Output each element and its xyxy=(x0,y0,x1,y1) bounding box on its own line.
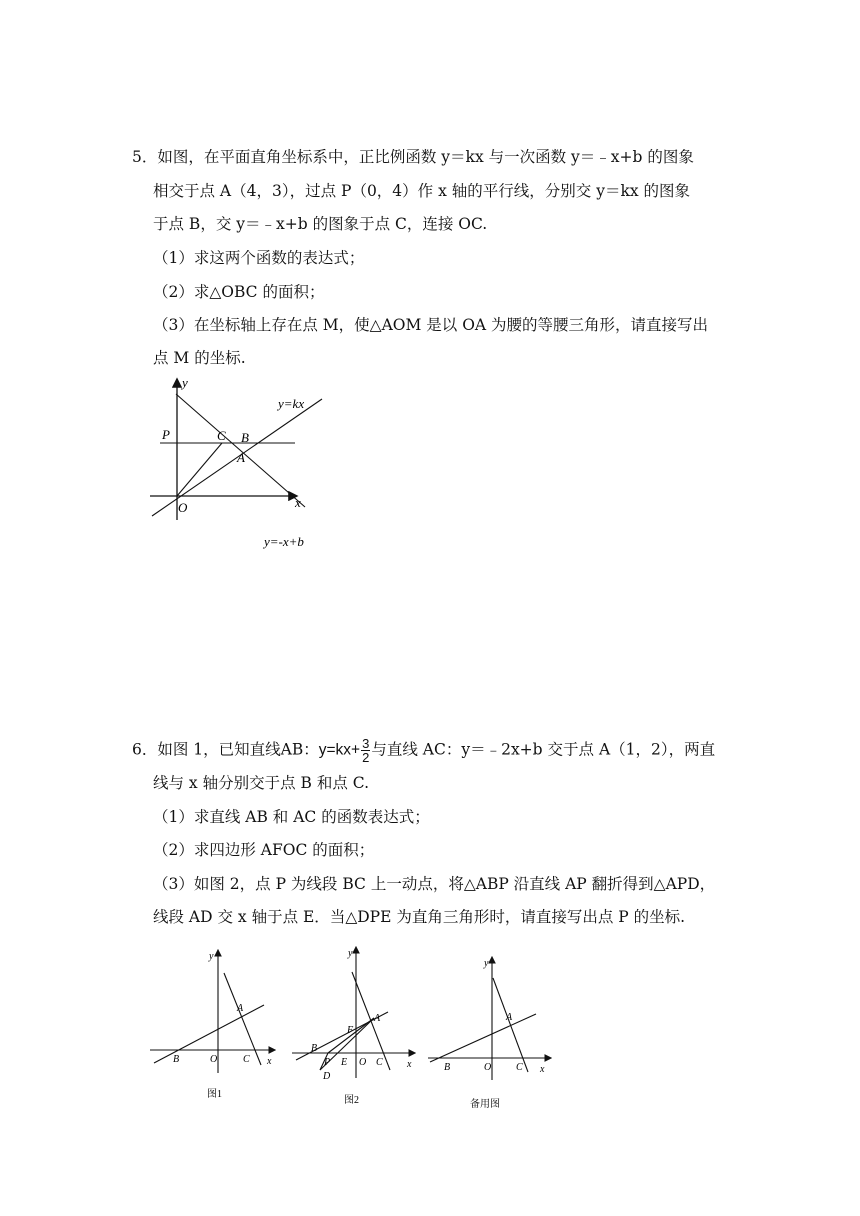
q5-segment-oc xyxy=(177,443,222,496)
q6-figure-3 xyxy=(426,952,556,1114)
fig1-label-o: O xyxy=(210,1054,218,1065)
q6-line-2: 线与 x 轴分别交于点 B 和点 C. xyxy=(153,774,370,792)
q5-label-o: O xyxy=(178,500,188,515)
fig1-caption: 图1 xyxy=(207,1089,222,1100)
q6-figure-2 xyxy=(290,942,420,1110)
q6-frac-den: 2 xyxy=(362,750,370,765)
q5-label-c: C xyxy=(217,428,226,443)
fig2-label-b: B xyxy=(311,1043,318,1054)
q6-line-1-suffix: 与直线 AC：y＝﹣2x+b 交于点 A（1，2），两直 xyxy=(371,740,716,759)
fig2-label-o: O xyxy=(359,1057,367,1068)
fig1-label-c: C xyxy=(243,1054,250,1065)
q5-line-2: 相交于点 A（4，3），过点 P（0，4）作 x 轴的平行线，分别交 y＝kx 的图象 xyxy=(153,182,691,200)
q5-label-neg: y=-x+b xyxy=(264,534,304,549)
q5-line-1: 5．如图，在平面直角坐标系中，正比例函数 y＝kx 与一次函数 y＝﹣x+b 的图象 xyxy=(132,148,694,166)
q6-frac-num: 3 xyxy=(362,736,370,751)
q6-figure-1 xyxy=(146,945,276,1105)
q5-label-y: y xyxy=(182,375,188,390)
fig2-label-a: A xyxy=(374,1013,381,1024)
q5-line-7: 点 M 的坐标. xyxy=(153,349,246,367)
fig1-line-ac xyxy=(224,973,261,1065)
q5-label-p: P xyxy=(162,427,170,442)
q6-line-5: （3）如图 2，点 P 为线段 BC 上一动点，将△ABP 沿直线 AP 翻折得到△APD， xyxy=(153,875,716,893)
q6-line-1-prefix: 6．如图 1，已知直线AB： xyxy=(132,740,319,759)
fig2-label-e: E xyxy=(341,1057,348,1068)
q6-line-3: （1）求直线 AB 和 AC 的函数表达式； xyxy=(153,808,430,826)
q6-line-1 xyxy=(132,737,715,764)
q5-figure xyxy=(140,372,340,557)
fig2-label-f: F xyxy=(347,1025,354,1036)
fig1-label-x: x xyxy=(267,1056,272,1067)
q5-label-a: A xyxy=(237,450,245,465)
q6-line-4: （2）求四边形 AFOC 的面积； xyxy=(153,841,375,859)
q6-line-1-eq: y=kx+ xyxy=(318,741,361,759)
q6-fraction xyxy=(361,737,370,764)
fig3-label-b: B xyxy=(444,1062,451,1073)
fig2-caption: 图2 xyxy=(344,1095,359,1106)
fig3-line-ab xyxy=(430,1014,536,1062)
fig1-label-y: y xyxy=(209,951,214,962)
fig3-label-c: C xyxy=(516,1062,523,1073)
q5-line-3: 于点 B，交 y＝﹣x+b 的图象于点 C，连接 OC. xyxy=(153,215,488,233)
q5-line-6: （3）在坐标轴上存在点 M，使△AOM 是以 OA 为腰的等腰三角形，请直接写出 xyxy=(153,316,709,334)
q5-label-kx: y=kx xyxy=(278,396,305,411)
q5-line-5: （2）求△OBC 的面积； xyxy=(153,283,325,301)
fig3-label-a: A xyxy=(506,1012,513,1023)
fig1-label-b: B xyxy=(173,1054,180,1065)
q5-label-x: x xyxy=(295,495,301,510)
fig2-label-c: C xyxy=(376,1057,383,1068)
q6-line-6: 线段 AD 交 x 轴于点 E．当△DPE 为直角三角形时，请直接写出点 P 的坐标. xyxy=(153,908,686,926)
fig1-label-a: A xyxy=(237,1003,244,1014)
fig3-label-y: y xyxy=(484,958,489,969)
fig2-label-d: D xyxy=(323,1071,331,1082)
fig3-caption: 备用图 xyxy=(470,1099,500,1110)
fig2-label-x: x xyxy=(407,1059,412,1070)
q5-line-4: （1）求这两个函数的表达式； xyxy=(153,249,365,267)
fig3-label-x: x xyxy=(540,1064,545,1075)
fig2-label-y: y xyxy=(348,948,353,959)
fig2-label-p: P xyxy=(324,1057,331,1068)
q5-label-b: B xyxy=(241,430,249,445)
fig3-label-o: O xyxy=(484,1062,492,1073)
